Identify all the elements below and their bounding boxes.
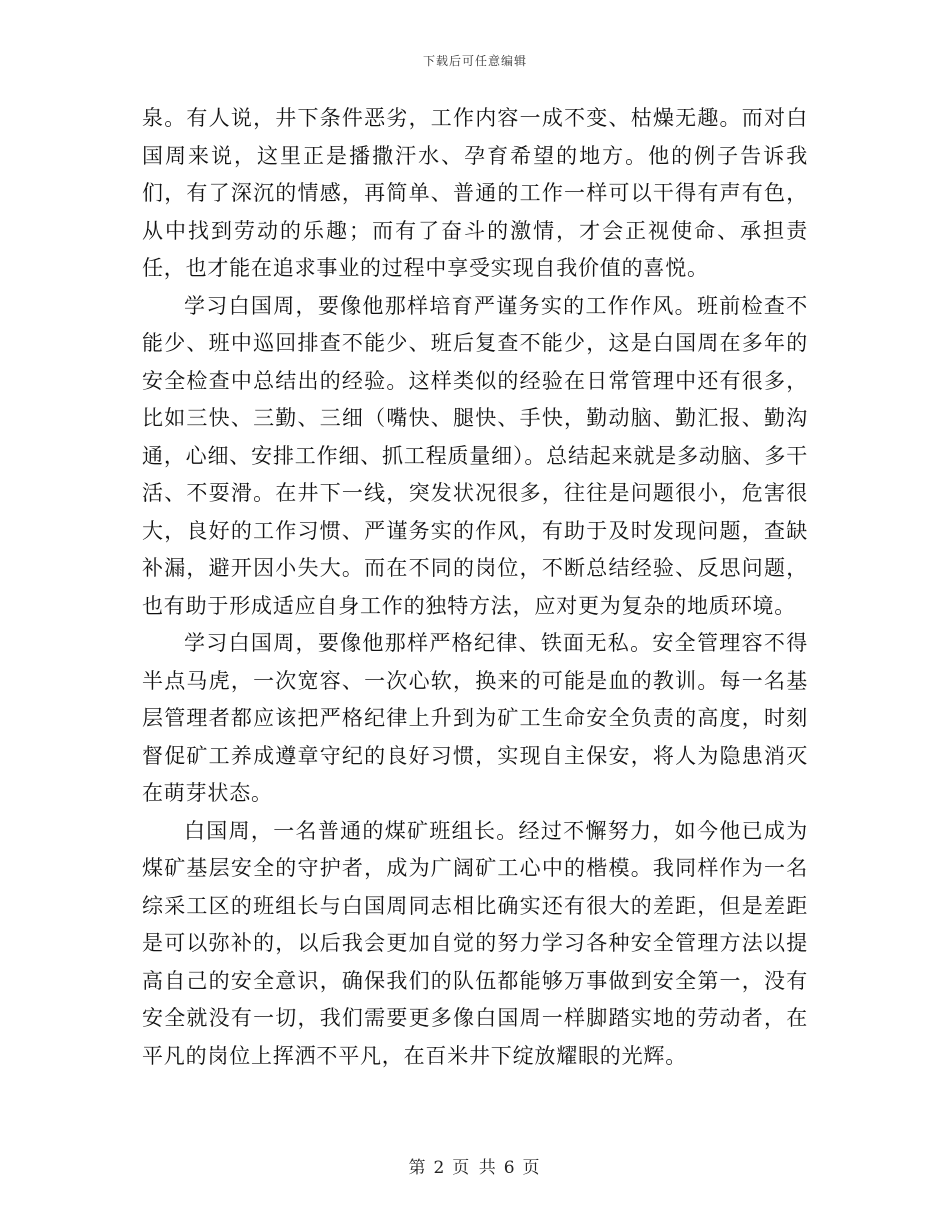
- footer-suffix: 页: [522, 1158, 542, 1178]
- footer-middle: 页 共: [452, 1158, 498, 1178]
- footer-prefix: 第: [408, 1158, 428, 1178]
- paragraph-work-style: 学习白国周，要像他那样培育严谨务实的工作作风。班前检查不能少、班中巡回排查不能少、班后复查不能少，这是白国周在多年的安全检查中总结出的经验。这样类似的经验在日常管理中还有很多，比如三快、三勤、三细（嘴快、腿快、手快，勤动脑、勤汇报、勤沟通，心细、安排工作细、抓工程质量细）。总结起来就是多动脑、多干活、不耍滑。在井下一线，突发状况很多，往往是问题很小，危害很大，良好的工作习惯、严谨务实的作风，有助于及时发现问题，查缺补漏，避开因小失大。而在不同的岗位，不断总结经验、反思问题，也有助于形成适应自身工作的独特方法，应对更为复杂的地质环境。: [142, 293, 808, 618]
- page-footer: [0, 1153, 950, 1178]
- total-page-number: 6: [503, 1158, 517, 1178]
- page-header: 下载后可任意编辑: [422, 54, 527, 68]
- paragraph-discipline: 学习白国周，要像他那样严格纪律、铁面无私。安全管理容不得半点马虎，一次宽容、一次心软，换来的可能是血的教训。每一名基层管理者都应该把严格纪律上升到为矿工生命安全负责的高度，时刻督促矿工养成遵章守纪的良好习惯，实现自主保安，将人为隐患消灭在萌芽状态。: [142, 631, 808, 805]
- paragraph-continuation: 泉。有人说，井下条件恶劣，工作内容一成不变、枯燥无趣。而对白国周来说，这里正是播撒汗水、孕育希望的地方。他的例子告诉我们，有了深沉的情感，再简单、普通的工作一样可以干得有声有色，从中找到劳动的乐趣；而有了奋斗的激情，才会正视使命、承担责任，也才能在追求事业的过程中享受实现自我价值的喜悦。: [142, 106, 808, 280]
- paragraph-conclusion: 白国周，一名普通的煤矿班组长。经过不懈努力，如今他已成为煤矿基层安全的守护者，成为广阔矿工心中的楷模。我同样作为一名综采工区的班组长与白国周同志相比确实还有很大的差距，但是差距是可以弥补的，以后我会更加自觉的努力学习各种安全管理方法以提高自己的安全意识，确保我们的队伍都能够万事做到安全第一，没有安全就没有一切，我们需要更多像白国周一样脚踏实地的劳动者，在平凡的岗位上挥洒不平凡，在百米井下绽放耀眼的光辉。: [142, 818, 808, 1068]
- current-page-number: 2: [433, 1158, 447, 1178]
- document-body: [142, 100, 808, 1075]
